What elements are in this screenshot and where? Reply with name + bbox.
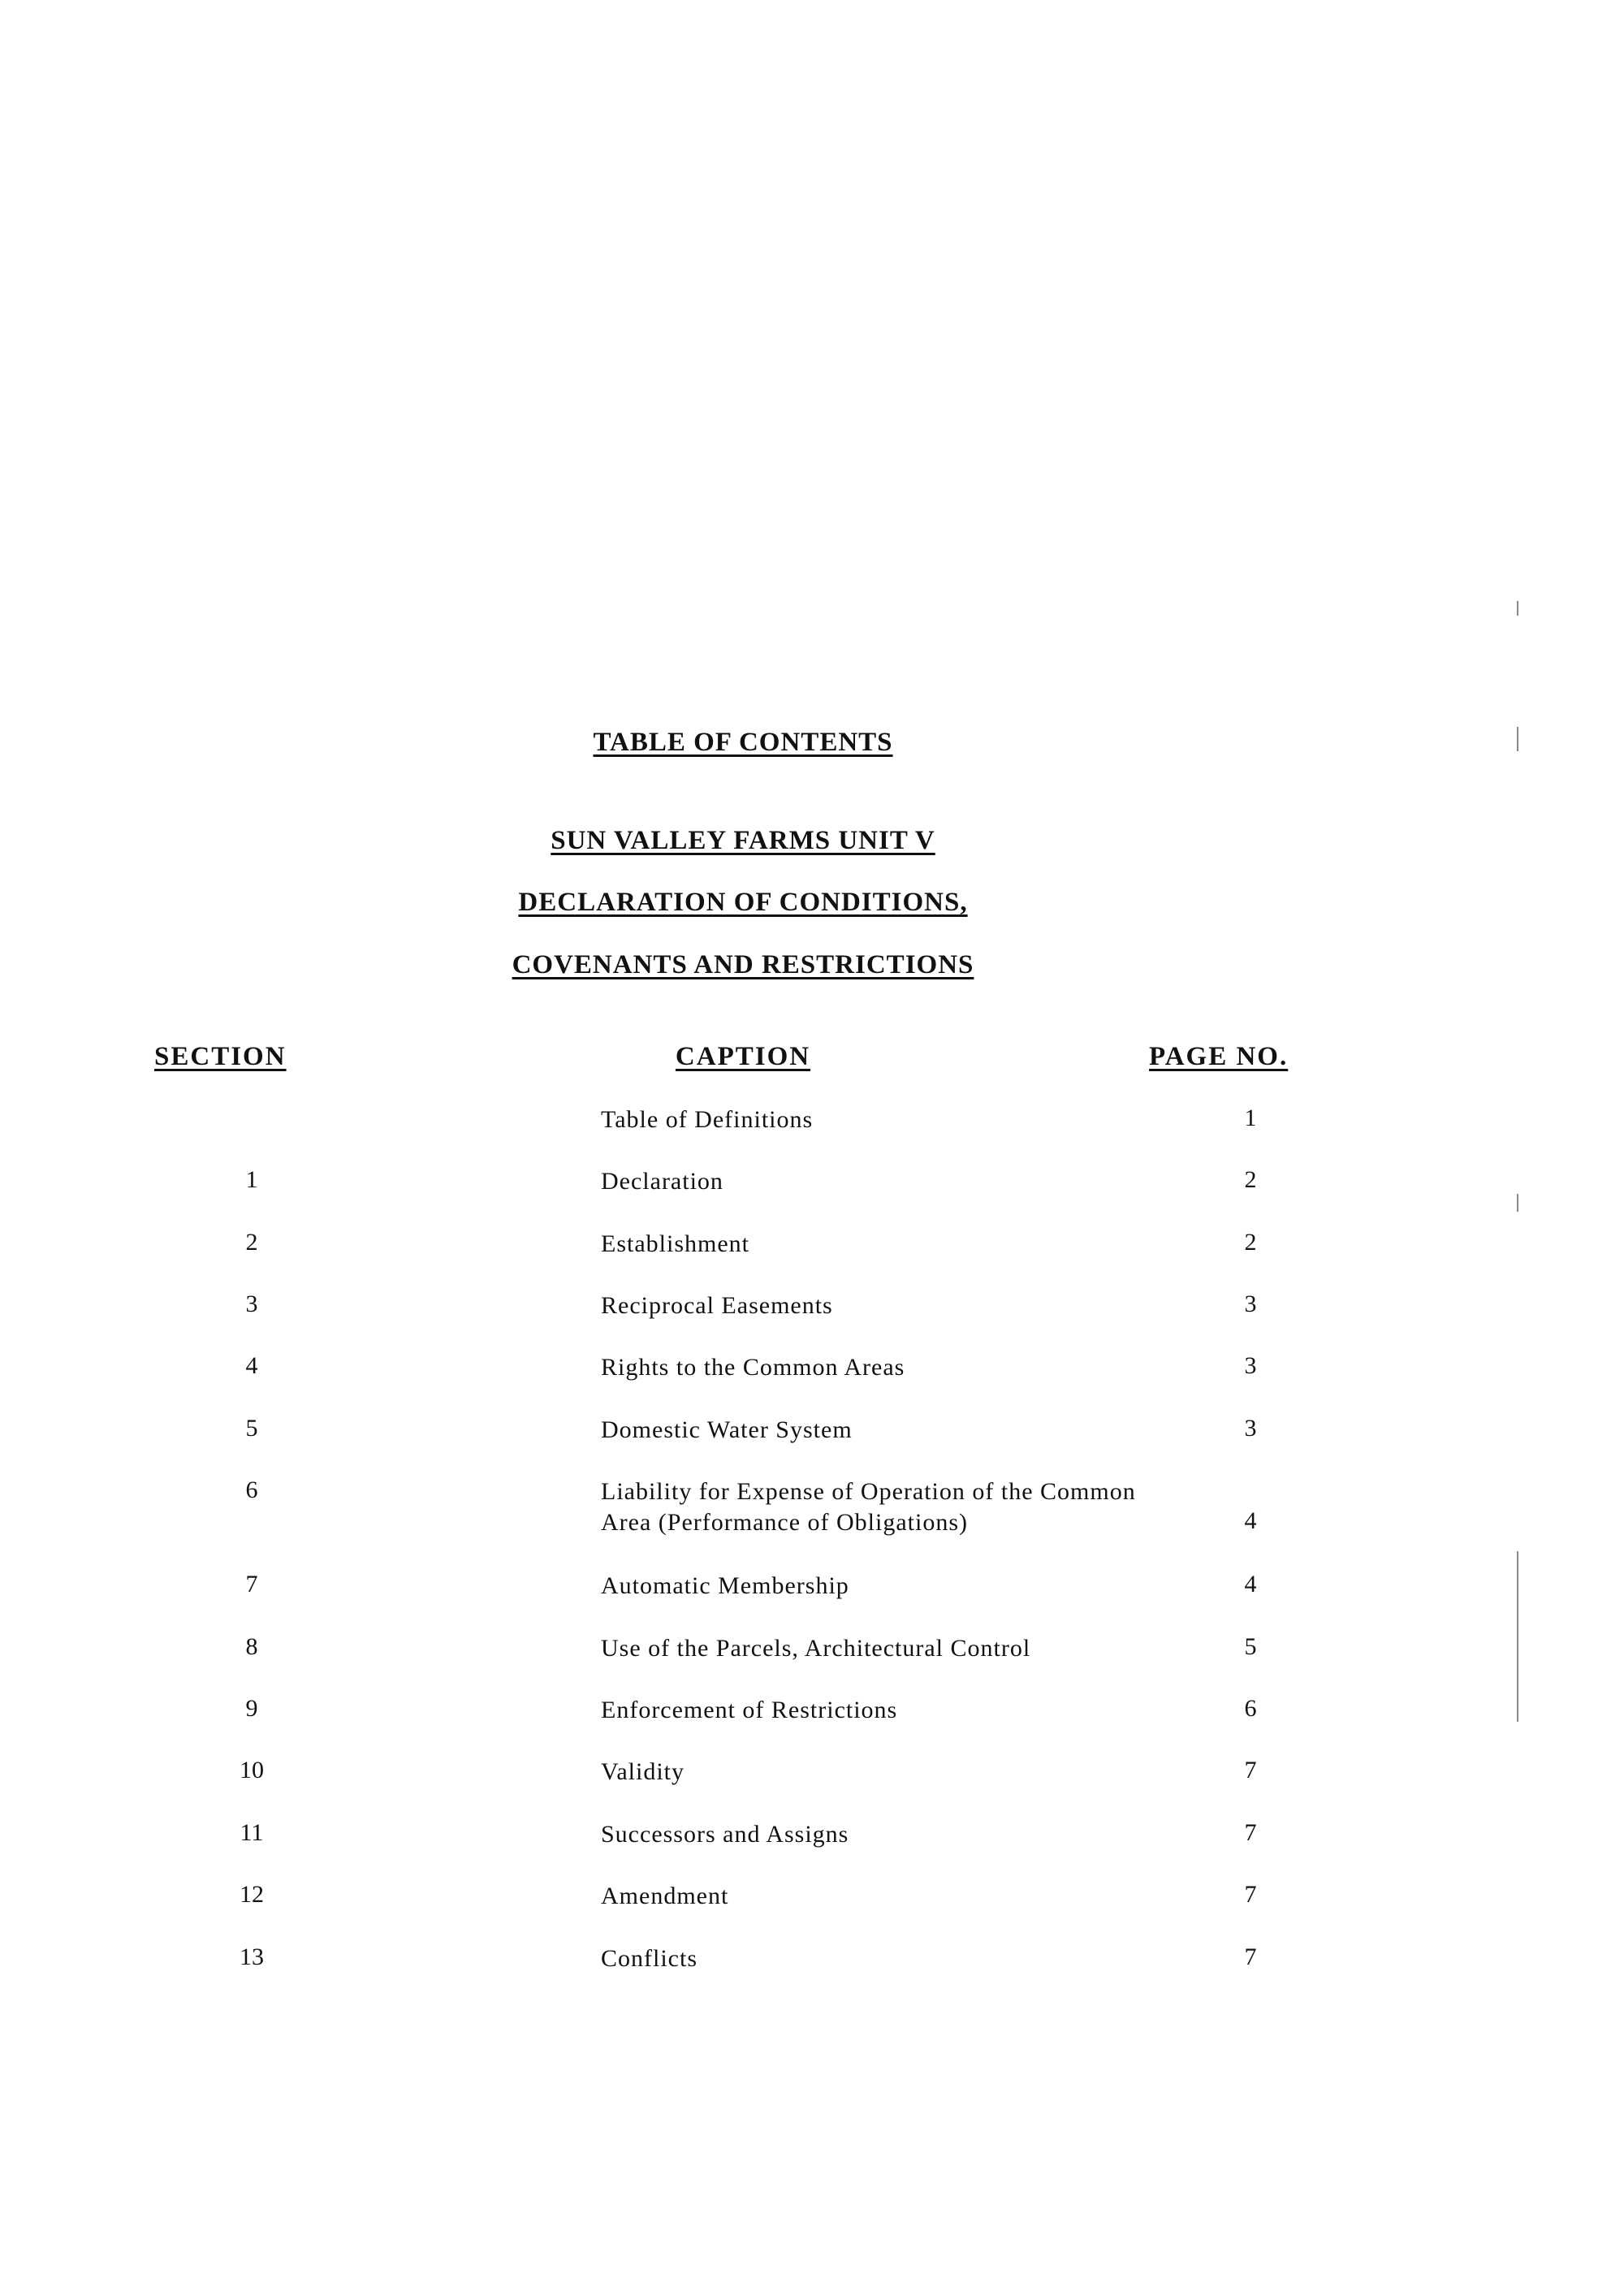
page-number: 3 (1244, 1415, 1257, 1442)
caption-column-header: CAPTION (675, 1042, 811, 1071)
page-number: 2 (1244, 1229, 1257, 1256)
page-number: 7 (1244, 1881, 1257, 1908)
caption-text: Validity (601, 1758, 685, 1785)
toc-row (0, 1415, 1624, 1463)
scan-edge-mark (1517, 727, 1518, 751)
page-number: 5 (1244, 1633, 1257, 1660)
caption-text: Successors and Assigns (601, 1821, 849, 1848)
caption-text: Declaration (601, 1168, 723, 1195)
section-number: 5 (245, 1415, 258, 1442)
section-column-header: SECTION (154, 1042, 287, 1071)
section-number: 8 (245, 1633, 258, 1660)
toc-row (0, 1571, 1624, 1619)
caption-text: Automatic Membership (601, 1572, 849, 1599)
toc-row (0, 1695, 1624, 1744)
section-number: 10 (240, 1757, 264, 1783)
caption-text: Conflicts (601, 1945, 698, 1972)
page-number: 4 (1244, 1507, 1257, 1534)
caption-text: Enforcement of Restrictions (601, 1697, 898, 1723)
toc-row (0, 1290, 1624, 1339)
scan-edge-mark (1517, 1551, 1518, 1722)
section-number: 2 (245, 1229, 258, 1256)
caption-text: Rights to the Common Areas (601, 1354, 905, 1381)
caption-text: Amendment (601, 1883, 729, 1909)
page-number: 2 (1244, 1166, 1257, 1193)
caption-text: Table of Definitions (601, 1106, 814, 1133)
declaration-title-line-2: COVENANTS AND RESTRICTIONS (512, 950, 974, 979)
page-number: 1 (1244, 1105, 1257, 1131)
declaration-title-line-1: DECLARATION OF CONDITIONS, (518, 888, 968, 917)
page-number: 7 (1244, 1943, 1257, 1970)
caption-text: Establishment (601, 1230, 749, 1257)
section-number: 4 (245, 1352, 258, 1379)
toc-row (0, 1352, 1624, 1401)
toc-row (0, 1476, 1624, 1558)
scan-edge-mark (1517, 1194, 1518, 1212)
toc-row (0, 1166, 1624, 1215)
page-number: 7 (1244, 1757, 1257, 1783)
toc-row (0, 1881, 1624, 1930)
toc-row (0, 1819, 1624, 1868)
toc-row (0, 1633, 1624, 1682)
subdivision-name: SUN VALLEY FARMS UNIT V (551, 826, 935, 855)
caption-text: Liability for Expense of Operation of the Common Area (Performance of Obligations) (601, 1478, 1136, 1536)
section-number: 13 (240, 1943, 264, 1970)
page-number: 7 (1244, 1819, 1257, 1846)
section-number: 3 (245, 1290, 258, 1317)
section-number: 1 (245, 1166, 258, 1193)
section-number: 12 (240, 1881, 264, 1908)
page-number: 3 (1244, 1352, 1257, 1379)
page-number: 6 (1244, 1695, 1257, 1722)
caption-text: Domestic Water System (601, 1416, 853, 1443)
toc-row (0, 1943, 1624, 1992)
toc-row (0, 1757, 1624, 1805)
caption-text: Reciprocal Easements (601, 1292, 833, 1319)
page-number: 4 (1244, 1571, 1257, 1597)
page-number: 3 (1244, 1290, 1257, 1317)
toc-title: TABLE OF CONTENTS (593, 728, 893, 757)
toc-row (0, 1229, 1624, 1278)
toc-row (0, 1105, 1624, 1153)
section-number: 6 (245, 1476, 258, 1503)
section-number: 7 (245, 1571, 258, 1597)
section-number: 9 (245, 1695, 258, 1722)
page-column-header: PAGE NO. (1149, 1042, 1289, 1071)
scan-edge-mark (1517, 601, 1518, 616)
section-number: 11 (240, 1819, 264, 1846)
caption-text: Use of the Parcels, Architectural Control (601, 1635, 1031, 1662)
